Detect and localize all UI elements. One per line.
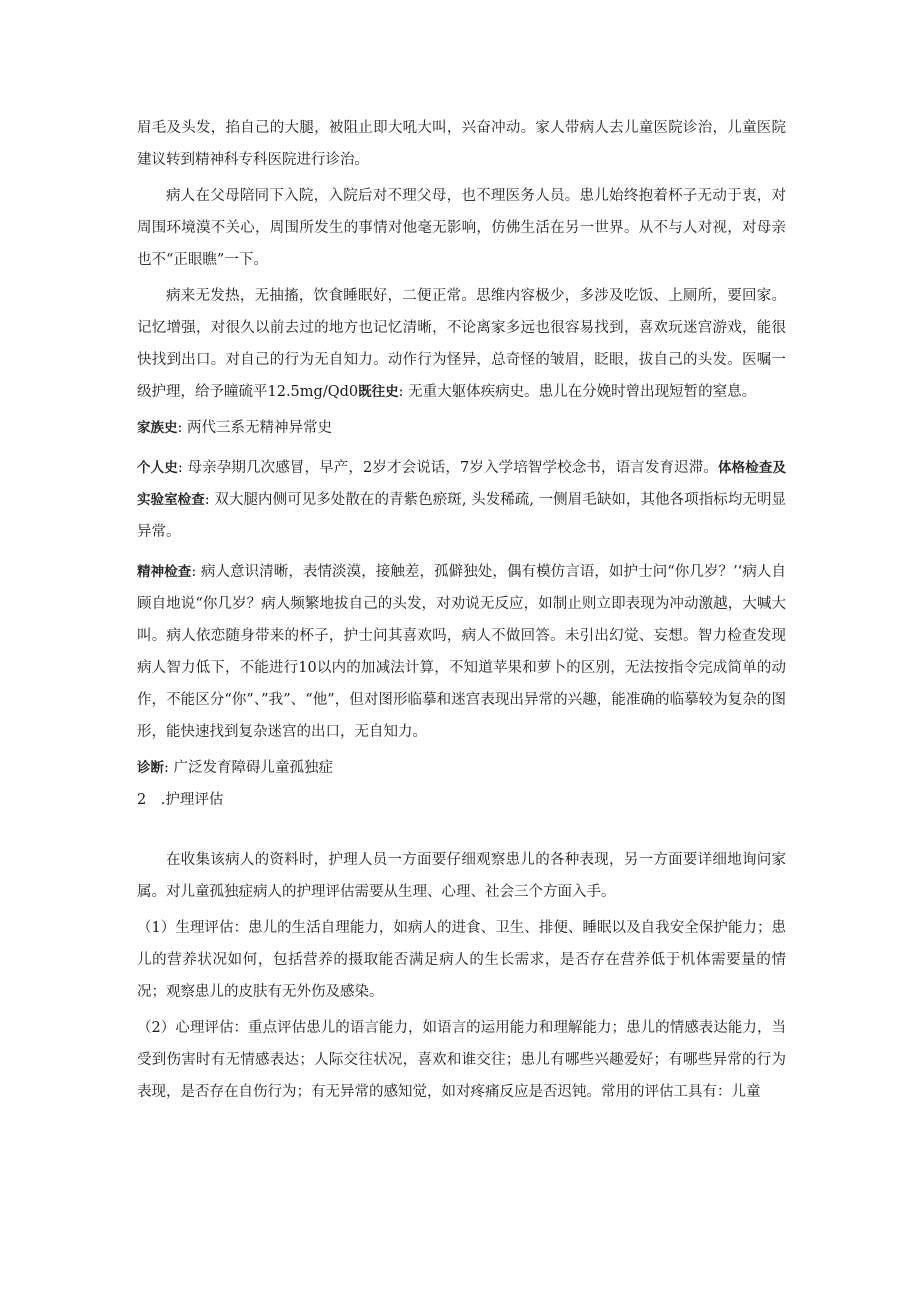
section-heading-nursing-assessment: 2 .护理评估 [137, 792, 224, 808]
physical-exam-text: : 双大腿内侧可见多处散在的青紫色瘀斑, 头发稀疏, 一侧眉毛缺如，其他各项指标均无明显异常。 [137, 492, 787, 540]
physical-exam-label: 体格检查及实验室检查 [137, 460, 787, 508]
paragraph-data-collection: 在收集该病人的资料时，护理人员一方面要仔细观察患儿的各种表现，另一方面要详细地询问家属。对儿童孤独症病人的护理评估需要从生理、心理、社会三个方面入手。 [137, 852, 786, 900]
paragraph-personal-history [137, 452, 786, 548]
paragraph-family-history [137, 412, 786, 444]
personal-history-label: 个人史 [137, 460, 178, 476]
diagnosis-text: : 广泛发育障碍儿童孤独症 [164, 760, 333, 776]
past-history-text: : 无重大躯体疾病史。患儿在分娩时曾出现短暂的窒息。 [398, 384, 757, 400]
paragraph-psychological-assessment: （2）心理评估：重点评估患儿的语言能力，如语言的运用能力和理解能力；患儿的情感表达能力，当受到伤害时有无情感表达；人际交往状况，喜欢和谁交往；患儿有哪些兴趣爱好；有哪些异常的行为表现，是否存在自伤行为；有无异常的感知觉，如对疼痛反应是否迟钝。常用的评估工具有：儿童 [137, 1020, 786, 1100]
paragraph-diagnosis [137, 752, 786, 784]
personal-history-text: : 母亲孕期几次感冒，早产，2岁才会说话，7岁入学培智学校念书，语言发育迟滞。 [177, 460, 719, 476]
paragraph-admission: 病人在父母陪同下入院，入院后对不理父母，也不理医务人员。患儿始终抱着杯子无动于衷，对周围环境漠不关心，周围所发生的事情对他毫无影响，仿佛生活在另一世界。从不与人对视，对母亲也不“正眼瞧”一下。 [137, 188, 786, 268]
past-history-label: 既往史 [358, 384, 399, 400]
paragraph-physiological-assessment: （1）生理评估：患儿的生活自理能力，如病人的进食、卫生、排便、睡眠以及自我安全保护能力；患儿的营养状况如何，包括营养的摄取能否满足病人的生长需求，是否存在营养低于机体需要量的情况；观察患儿的皮肤有无外伤及感染。 [137, 920, 786, 1000]
symptoms-text: 病来无发热，无抽搐，饮食睡眠好，二便正常。思维内容极少，多涉及吃饭、上厕所，要回家。记忆增强，对很久以前去过的地方也记忆清晰，不论离家多远也很容易找到，喜欢玩迷宫游戏，能很快找到出口。对自己的行为无自知力。动作行为怪异，总奇怪的皱眉，眨眼，拔自己的头发。医嘱一级护理，给予瞳硫平12.5mg/Qd0 [137, 288, 786, 400]
paragraph-history-continued: 眉毛及头发，掐自己的大腿，被阻止即大吼大叫，兴奋冲动。家人带病人去儿童医院诊治，儿童医院建议转到精神科专科医院进行诊治。 [137, 120, 786, 168]
family-history-label: 家族史 [137, 420, 178, 436]
diagnosis-label: 诊断 [137, 760, 164, 776]
paragraph-symptoms [137, 280, 786, 408]
mental-exam-label: 精神检查 [137, 564, 192, 580]
family-history-text: : 两代三系无精神异常史 [177, 420, 332, 436]
mental-exam-text: : 病人意识清晰，表情淡漠，接触差，孤僻独处，偶有模仿言语，如护士问“你几岁？’‘病人自顾自地说“你几岁？病人频繁地拔自己的头发，对劝说无反应，如制止则立即表现为冲动激越，大喊大叫。病人依恋随身带来的杯子，护士问其喜欢吗，病人不做回答。未引出幻觉、妄想。智力检查发现病人智力低下，不能进行10以内的加减法计算，不知道苹果和萝卜的区别，无法按指令完成简单的动作，不能区分“你”、”我”、“他”，但对图形临摹和迷宫表现出异常的兴趣，能准确的临摹较为复杂的图形，能快速找到复杂迷宫的出口，无自知力。 [137, 564, 787, 740]
paragraph-mental-exam [137, 556, 786, 748]
